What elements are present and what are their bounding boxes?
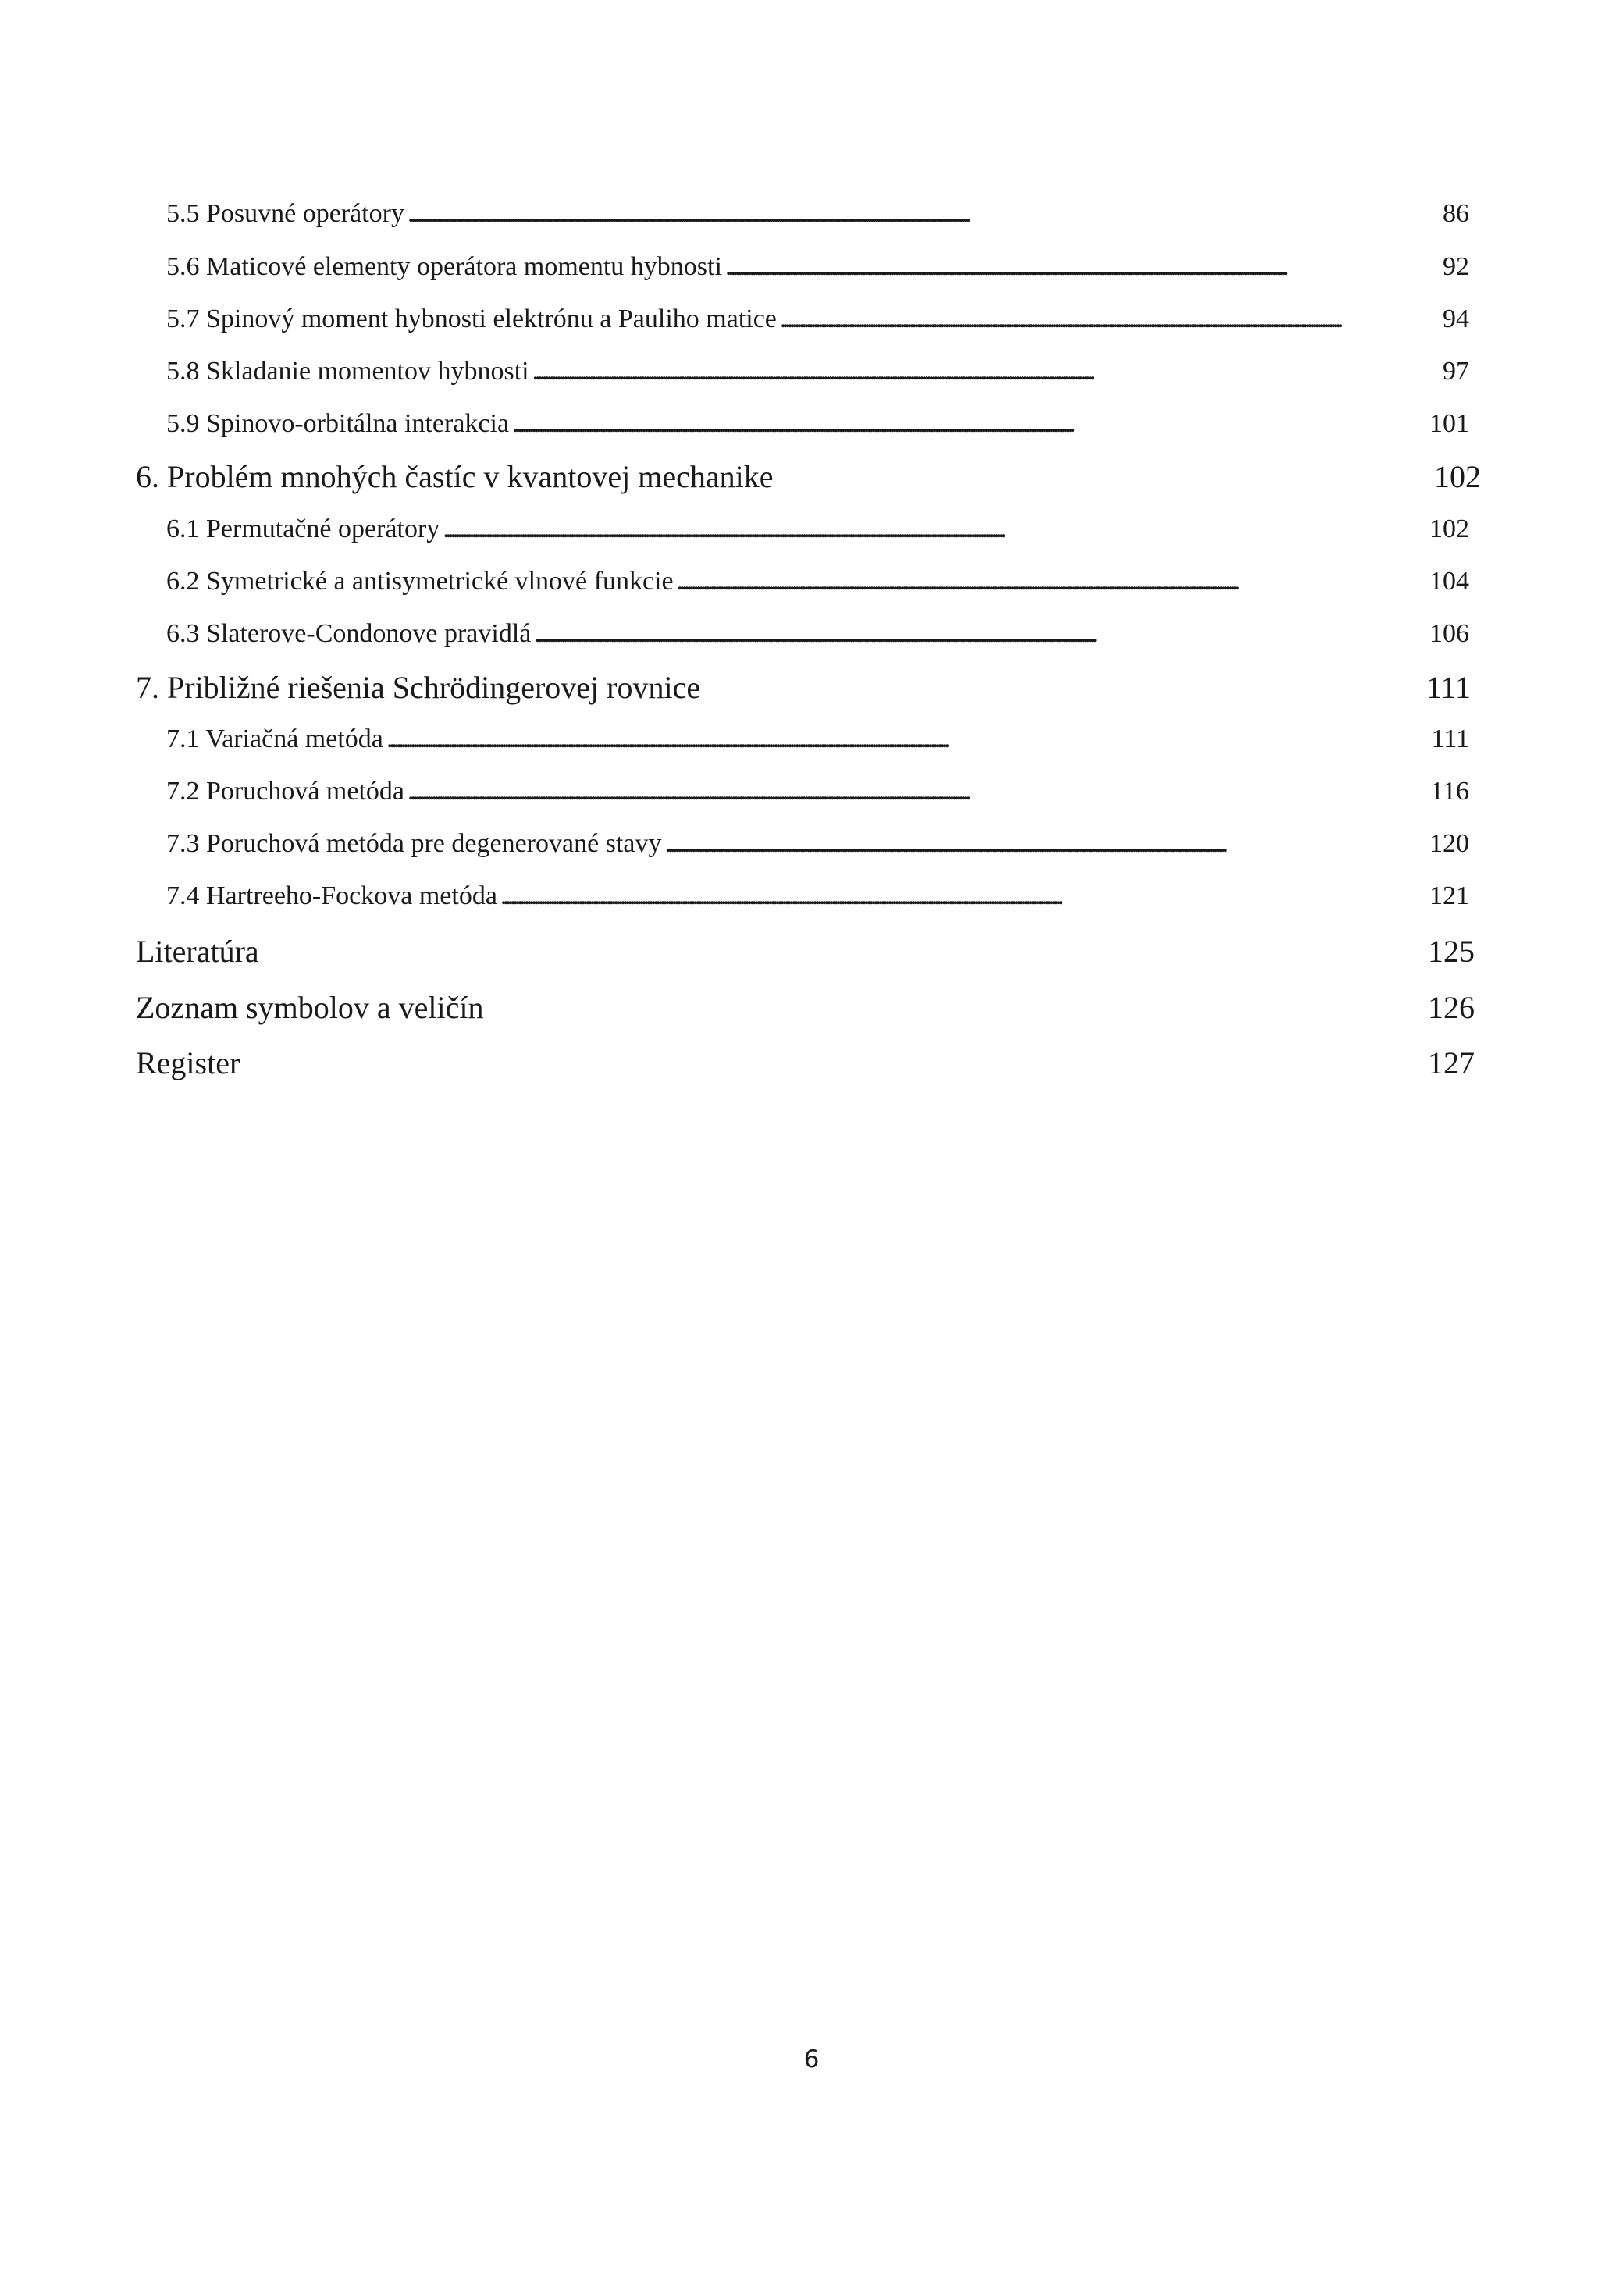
toc-register[interactable] xyxy=(136,1041,1475,1086)
toc-chapter-title: Literatúra xyxy=(136,934,259,969)
toc-chapter-page: 127 xyxy=(1428,1045,1475,1080)
toc-entry-6-2[interactable] xyxy=(166,562,1469,601)
toc-entry-7-1[interactable] xyxy=(166,720,1469,759)
toc-entry-page: 104 xyxy=(1429,567,1469,596)
dot-leader xyxy=(443,510,1426,549)
toc-entry-title: 7.1 Variačná metóda xyxy=(166,724,383,753)
toc-chapter-page: 126 xyxy=(1428,990,1475,1025)
toc-chapter-6[interactable] xyxy=(136,454,1481,500)
toc-entry-page: 116 xyxy=(1430,777,1469,806)
dot-leader xyxy=(677,562,1426,601)
dot-leader xyxy=(408,194,1440,233)
toc-entry-page: 121 xyxy=(1429,881,1469,910)
dot-leader xyxy=(534,614,1426,653)
toc-chapter-page: 125 xyxy=(1428,934,1475,969)
toc-entry-5-8[interactable] xyxy=(166,352,1469,391)
toc-chapter-title: Zoznam symbolov a veličín xyxy=(136,990,484,1025)
toc-entry-5-9[interactable] xyxy=(166,404,1469,443)
toc-entry-title: 7.2 Poruchová metóda xyxy=(166,777,404,806)
toc-entry-page: 106 xyxy=(1429,619,1469,648)
toc-entry-page: 97 xyxy=(1443,357,1469,386)
toc-entry-7-3[interactable] xyxy=(166,824,1469,863)
toc-entry-6-1[interactable] xyxy=(166,510,1469,549)
toc-entry-page: 102 xyxy=(1429,514,1469,543)
toc-entry-title: 5.8 Skladanie momentov hybnosti xyxy=(166,357,529,386)
dot-leader xyxy=(780,300,1440,339)
toc-entry-5-5[interactable] xyxy=(166,194,1469,233)
toc-entry-page: 86 xyxy=(1443,199,1469,228)
toc-entry-page: 94 xyxy=(1443,304,1469,333)
dot-leader xyxy=(500,877,1426,916)
toc-entry-title: 6.1 Permutačné operátory xyxy=(166,514,440,543)
table-of-contents xyxy=(0,0,1623,1132)
toc-entry-page: 101 xyxy=(1429,409,1469,438)
toc-chapter-page: 102 xyxy=(1434,459,1481,494)
toc-chapter-title: 6. Problém mnohých častíc v kvantovej mechanike xyxy=(136,459,774,494)
page-number: 6 xyxy=(803,2045,820,2074)
toc-chapter-title: Register xyxy=(136,1045,240,1080)
toc-chapter-7[interactable] xyxy=(136,665,1471,710)
toc-entry-title: 7.4 Hartreeho-Fockova metóda xyxy=(166,881,497,910)
toc-chapter-page: 111 xyxy=(1425,670,1471,705)
toc-entry-5-6[interactable] xyxy=(166,247,1469,287)
toc-entry-6-3[interactable] xyxy=(166,614,1469,653)
toc-entry-5-7[interactable] xyxy=(166,300,1469,339)
dot-leader xyxy=(664,824,1426,863)
toc-entry-7-4[interactable] xyxy=(166,877,1469,916)
toc-entry-title: 5.6 Maticové elementy operátora momentu hybnosti xyxy=(166,252,722,281)
toc-zoznam-symbolov[interactable] xyxy=(136,985,1475,1031)
toc-entry-page: 111 xyxy=(1431,724,1469,753)
toc-entry-page: 120 xyxy=(1429,829,1469,858)
toc-entry-title: 6.2 Symetrické a antisymetrické vlnové funkcie xyxy=(166,567,674,596)
toc-entry-7-2[interactable] xyxy=(166,772,1469,811)
dot-leader xyxy=(725,247,1440,287)
toc-literatura[interactable] xyxy=(136,929,1475,974)
toc-entry-title: 7.3 Poruchová metóda pre degenerované stavy xyxy=(166,829,662,858)
toc-entry-title: 5.7 Spinový moment hybnosti elektrónu a Pauliho matice xyxy=(166,304,777,333)
toc-entry-page: 92 xyxy=(1443,252,1469,281)
dot-leader xyxy=(532,352,1440,391)
toc-entry-title: 5.9 Spinovo-orbitálna interakcia xyxy=(166,409,510,438)
toc-entry-title: 6.3 Slaterove-Condonove pravidlá xyxy=(166,619,532,648)
dot-leader xyxy=(386,720,1429,759)
dot-leader xyxy=(408,772,1427,811)
dot-leader xyxy=(512,404,1426,443)
toc-entry-title: 5.5 Posuvné operátory xyxy=(166,199,405,228)
toc-chapter-title: 7. Približné riešenia Schrödingerovej rovnice xyxy=(136,670,701,705)
